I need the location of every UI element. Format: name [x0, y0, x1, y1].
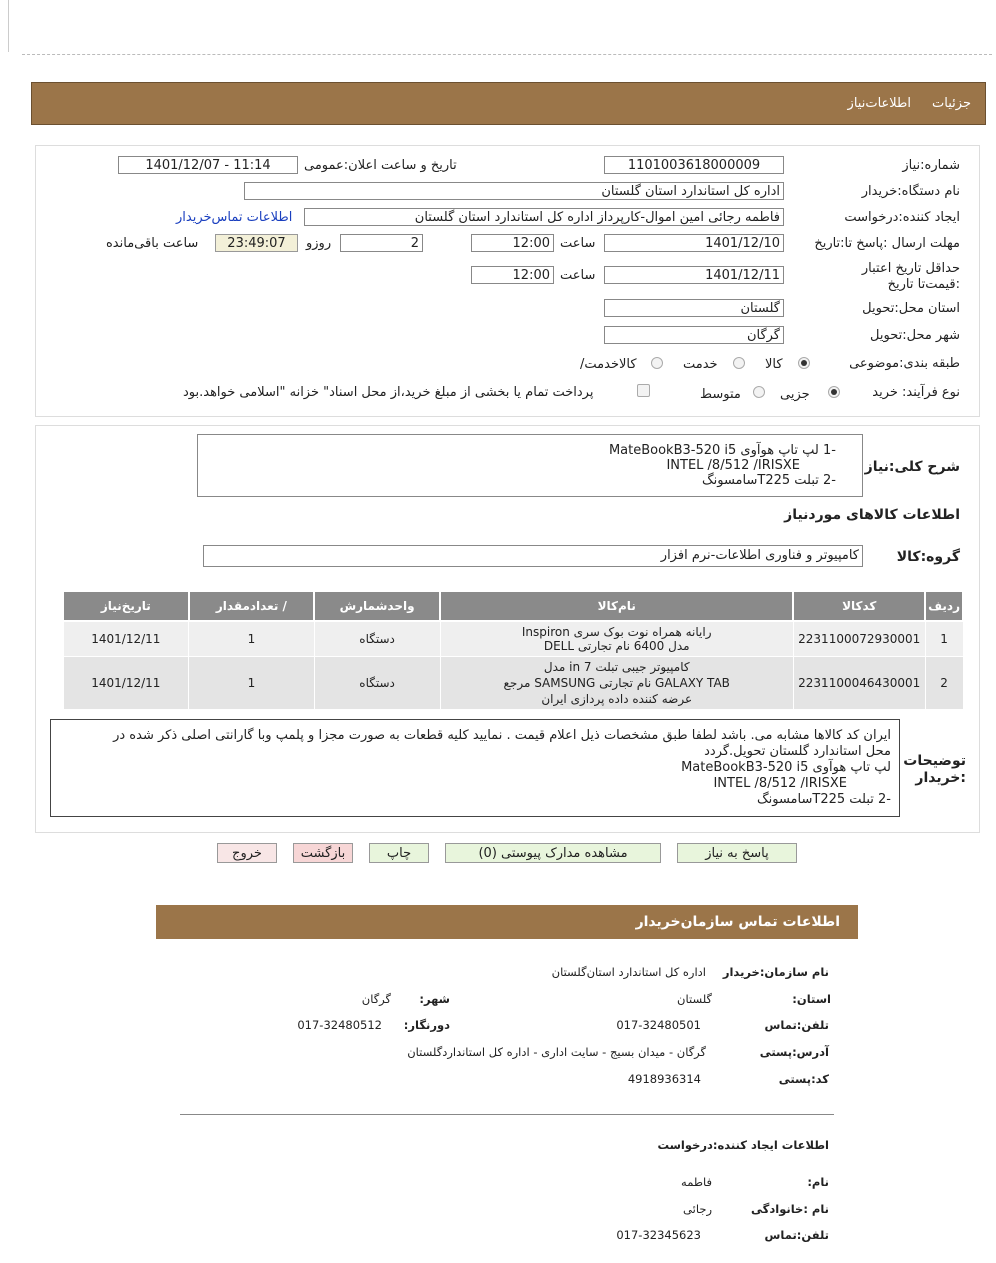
notes-line-1: ایران کد کالاها مشابه می. باشد لطفا طبق مشخصات ذیل اعلام قیمت . نمایید کلیه قطعات به صورت مجزا و پلمپ وبا گارانتی اصلی ذکر شده در: [113, 728, 891, 743]
creator-phone-label: تلفن:تماس: [764, 1228, 829, 1242]
days-label: روزو: [306, 236, 332, 251]
remaining-time: 23:49:07: [215, 234, 298, 252]
summary-line-1: -1 لپ تاپ هوآوی MateBookB3-520 i5: [608, 443, 836, 458]
city-field: گرگان: [604, 326, 784, 344]
summary-label: شرح کلی:نیاز: [864, 459, 960, 475]
goods-info-title: اطلاعات کالاهای مورد‌نیاز: [784, 507, 960, 523]
summary-line-2: INTEL /8/512 /IRISXE: [666, 458, 800, 473]
cell-row: 1: [925, 621, 963, 657]
validity-time-field: 12:00: [471, 266, 554, 284]
notes-line-3: لپ تاپ هوآوی MateBookB3-520 i5: [681, 760, 891, 775]
tab-need-info[interactable]: اطلاعات‌نیاز: [847, 96, 911, 111]
table-row: [63, 621, 963, 657]
creator-label: ایجاد کننده:درخواست: [844, 210, 960, 225]
announce-field: 1401/12/07 - 11:14: [118, 156, 298, 174]
postal-label: کد:پستی: [778, 1072, 829, 1086]
category-goods-service-label: /کالاخدمت: [580, 357, 637, 372]
validity-label: حداقل تاریخ اعتبار :قیمت‌تا تاریخ: [861, 261, 960, 292]
cell-unit: دستگاه: [314, 657, 440, 710]
cell-date: 1401/12/11: [63, 621, 189, 657]
category-goods-radio[interactable]: [798, 357, 810, 369]
buyer-device-label: نام دستگاه:خریدار: [861, 184, 960, 199]
phone-value: 017-32480501: [616, 1018, 701, 1032]
col-unit: واحدشمارش: [314, 591, 440, 621]
table-row: [63, 657, 963, 710]
contact-section-header: [156, 905, 858, 939]
details-header-bar: [31, 82, 986, 125]
creator-info-title: اطلاعات ایجاد کننده:درخواست: [657, 1138, 829, 1152]
col-row: ردیف: [925, 591, 963, 621]
category-service-radio[interactable]: [733, 357, 745, 369]
org-label: نام سازمان:خریدار: [722, 965, 829, 979]
category-goods-service-radio[interactable]: [651, 357, 663, 369]
cell-name-line: GALAXY TAB نام تجارتی SAMSUNG مرجع: [503, 676, 730, 690]
org-value: اداره کل استاندارد استان‌گلستان: [551, 965, 706, 979]
deadline-date-field: 1401/12/10: [604, 234, 784, 252]
process-partial-radio[interactable]: [828, 386, 840, 398]
postal-value: 4918936314: [627, 1072, 701, 1086]
contact-city-value: گرگان: [361, 992, 391, 1006]
cell-qty: 1: [189, 657, 314, 710]
page-divider-top: [22, 54, 992, 55]
group-label: گروه:کالا: [896, 549, 960, 565]
creator-name-value: فاطمه: [681, 1175, 712, 1189]
city-label: شهر محل:تحویل: [870, 328, 960, 343]
cell-date: 1401/12/11: [63, 657, 189, 710]
treasury-payment-text: پرداخت تمام یا بخشی از مبلغ خرید،از محل اسناد" خزانه "اسلامی خواهد.بود: [183, 385, 594, 400]
deadline-label: مهلت ارسال :پاسخ تا:تاریخ: [814, 236, 960, 251]
contact-province-label: :استان: [792, 992, 831, 1006]
notes-line-2: محل استاندارد گلستان تحویل.گردد: [704, 744, 891, 759]
buyer-device-field: اداره کل استاندارد استان گلستان: [244, 182, 784, 200]
process-medium-label: متوسط: [700, 387, 741, 402]
creator-phone-value: 017-32345623: [616, 1228, 701, 1242]
announce-label: تاریخ و ساعت اعلان:عمومی: [304, 158, 457, 173]
process-type-label: نوع فرآیند: خرید: [872, 385, 960, 400]
attachments-button[interactable]: مشاهده مدارک پیوستی (0): [445, 843, 661, 863]
col-date: تاریخ‌نیاز: [63, 591, 189, 621]
print-button[interactable]: چاپ: [369, 843, 429, 863]
days-field: 2: [340, 234, 423, 252]
contact-city-label: :شهر: [419, 992, 450, 1006]
cell-name-line: کامپیوتر جیبی تبلت 7 in مدل: [543, 660, 690, 674]
cell-name-line: مدل 6400 نام تجارتی DELL: [543, 639, 690, 653]
cell-unit: دستگاه: [314, 621, 440, 657]
cell-qty: 1: [189, 621, 314, 657]
category-label: طبقه بندی:موضوعی: [849, 356, 960, 371]
cell-name-line: رایانه همراه نوت بوک سری Inspiron: [521, 625, 712, 639]
cell-name-line: عرضه کننده داده پردازی ایران: [541, 692, 693, 706]
exit-button[interactable]: خروج: [217, 843, 277, 863]
group-field: کامپیوتر و فناوری اطلاعات-نرم افزار: [203, 545, 863, 567]
col-name: نام‌کالا: [440, 591, 793, 621]
buyer-notes-box: [50, 719, 900, 817]
validity-hour-label: ساعت: [560, 268, 596, 283]
reply-button[interactable]: پاسخ به نیاز: [677, 843, 797, 863]
summary-box: [197, 434, 863, 497]
cell-row: 2: [925, 657, 963, 710]
col-code: کدکالا: [793, 591, 925, 621]
deadline-time-field: 12:00: [471, 234, 554, 252]
cell-name: [440, 657, 793, 710]
back-button[interactable]: بازگشت: [293, 843, 353, 863]
address-label: آدرس:پستی: [759, 1045, 829, 1059]
category-service-label: خدمت: [683, 357, 718, 372]
buyer-notes-label: توضیحات :خریدار: [903, 753, 966, 786]
cell-code: 2231100046430001: [793, 657, 925, 710]
creator-family-label: نام :خانوادگی: [751, 1202, 829, 1216]
fax-label: :دورنگار: [403, 1018, 450, 1032]
remaining-label: ساعت باقی‌مانده: [106, 236, 199, 251]
creator-field: فاطمه رجائی امین اموال-کارپرداز اداره کل استاندارد استان گلستان: [304, 208, 784, 226]
category-goods-label: کالا: [765, 357, 783, 372]
need-number-field: 1101003618000009: [604, 156, 784, 174]
tab-details[interactable]: جزئیات: [932, 96, 971, 111]
phone-label: تلفن:تماس: [764, 1018, 829, 1032]
deadline-hour-label: ساعت: [560, 236, 596, 251]
contact-section-title: اطلاعات تماس سازمان‌خریدار: [635, 914, 840, 930]
cell-code: 2231100072930001: [793, 621, 925, 657]
validity-date-field: 1401/12/11: [604, 266, 784, 284]
province-label: استان محل:تحویل: [862, 301, 960, 316]
contact-divider: [180, 1114, 834, 1115]
col-qty: / تعدادمقدار: [189, 591, 314, 621]
process-medium-radio[interactable]: [753, 386, 765, 398]
treasury-payment-checkbox[interactable]: [637, 384, 650, 397]
buyer-contact-link[interactable]: اطلاعات تماس‌خریدار: [176, 210, 293, 225]
page-border-left: [8, 0, 9, 52]
goods-table: [62, 590, 964, 710]
process-partial-label: جزیی: [780, 387, 810, 402]
fax-value: 017-32480512: [297, 1018, 382, 1032]
creator-family-value: رجائی: [683, 1202, 712, 1216]
cell-name: [440, 621, 793, 657]
table-header-row: [63, 591, 963, 621]
notes-line-5: -2 تبلت T225سامسونگ: [756, 792, 891, 807]
province-field: گلستان: [604, 299, 784, 317]
contact-province-value: گلستان: [677, 992, 712, 1006]
notes-line-4: INTEL /8/512 /IRISXE: [713, 776, 847, 791]
creator-name-label: :نام: [807, 1175, 829, 1189]
need-number-label: شماره:نیاز: [902, 158, 960, 173]
address-value: گرگان - میدان بسیج - سایت اداری - اداره کل استانداردگلستان: [407, 1045, 706, 1059]
summary-line-3: -2 تبلت T225سامسونگ: [701, 473, 836, 488]
